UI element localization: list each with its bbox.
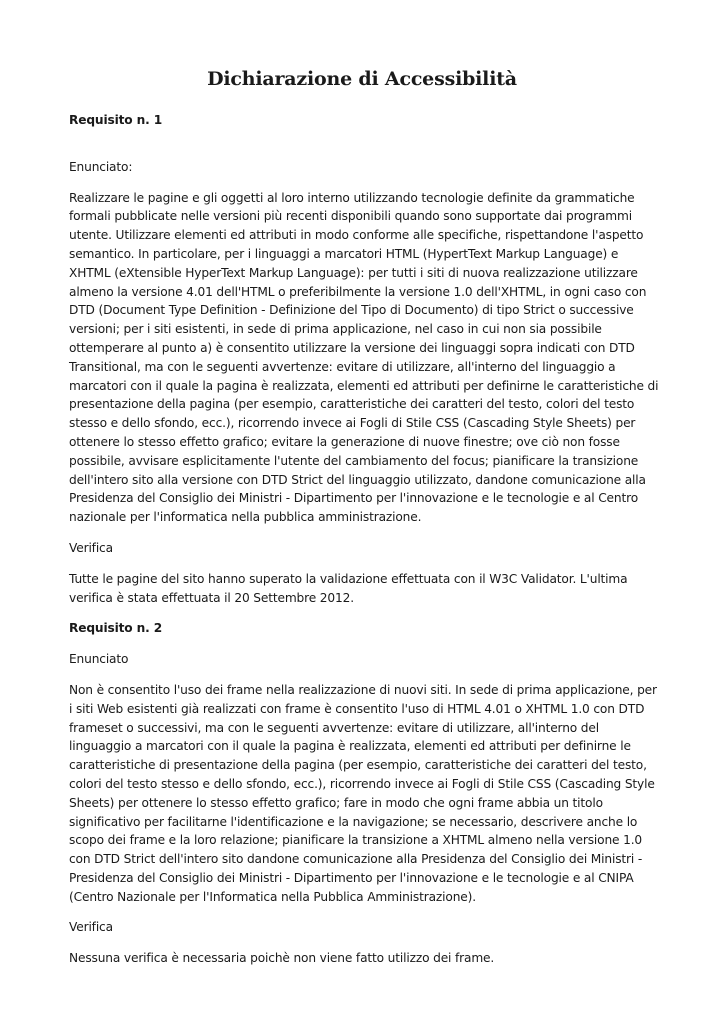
requirement-2 — [69, 619, 661, 968]
statement-text: Realizzare le pagine e gli oggetti al loro interno utilizzando tecnologie definite da grammatiche formali pubblicate nelle versioni più recenti disponibili quando sono supportate dai programmi utente. Utilizzare elementi ed attributi in modo conforme alle specifiche, rispettandone l'aspetto semantico. In particolare, per i linguaggi a marcatori HTML (HypertText Markup Language) e XHTML (eXtensible HyperText Markup Language): per tutti i siti di nuova realizzazione utilizzare almeno la versione 4.01 dell'HTML o preferibilmente la versione 1.0 dell'XHTML, in ogni caso con DTD (Document Type Definition - Definizione del Tipo di Documento) di tipo Strict o successive versioni; per i siti esistenti, in sede di prima applicazione, nel caso in cui non sia possibile ottemperare al punto a) è consentito utilizzare la versione dei linguaggi sopra indicati con DTD Transitional, ma con le seguenti avvertenze: evitare di utilizzare, all'interno del linguaggio a marcatori con il quale la pagina è realizzata, elementi ed attributi per definirne le caratteristiche di presentazione della pagina (per esempio, caratteristiche dei caratteri del testo, colori del testo stesso e dello sfondo, ecc.), ricorrendo invece ai Fogli di Stile CSS (Cascading Style Sheets) per ottenere lo stesso effetto grafico; evitare la generazione di nuove finestre; ove ciò non fosse possibile, avvisare esplicitamente l'utente del cambiamento del focus; pianificare la transizione dell'intero sito alla versione con DTD Strict del linguaggio utilizzato, dandone comunicazione alla Presidenza del Consiglio dei Ministri - Dipartimento per l'innovazione e le tecnologie e al Centro nazionale per l'informatica nella pubblica amministrazione. — [69, 190, 659, 525]
statement-label: Enunciato: — [69, 159, 133, 174]
document-body — [69, 111, 661, 968]
document-title: Dichiarazione di Accessibilità — [207, 68, 517, 90]
requirement-1 — [69, 111, 661, 607]
verification-text: Nessuna verifica è necessaria poichè non viene fatto utilizzo dei frame. — [69, 951, 495, 966]
verification-label: Verifica — [69, 920, 113, 935]
verification-text: Tutte le pagine del sito hanno superato la validazione effettuata con il W3C Validator. L'ultima verifica è stata effettuata il 20 Settembre 2012. — [69, 571, 628, 605]
verification-label: Verifica — [69, 540, 113, 555]
requirement-heading: Requisito n. 2 — [69, 621, 163, 636]
statement-label: Enunciato — [69, 652, 129, 667]
requirement-heading: Requisito n. 1 — [69, 113, 163, 127]
statement-text: Non è consentito l'uso dei frame nella realizzazione di nuovi siti. In sede di prima applicazione, per i siti Web esistenti già realizzati con frame è consentito l'uso di HTML 4.01 o XHTML 1.0 con DTD frameset o successivi, ma con le seguenti avvertenze: evitare di utilizzare, all'interno del linguaggio a marcatori con il quale la pagina è realizzata, elementi ed attributi per definirne le caratteristiche di presentazione della pagina (per esempio, caratteristiche dei caratteri del testo, colori del testo stesso e dello sfondo, ecc.), ricorrendo invece ai Fogli di Stile CSS (Cascading Style Sheets) per ottenere lo stesso effetto grafico; fare in modo che ogni frame abbia un titolo significativo per facilitarne l'identificazione e la navigazione; se necessario, descrivere anche lo scopo dei frame e la loro relazione; pianificare la transizione a XHTML almeno nella versione 1.0 con DTD Strict dell'intero sito dandone comunicazione alla Presidenza del Consiglio dei Ministri - Presidenza del Consiglio dei Ministri - Dipartimento per l'innovazione e le tecnologie e al CNIPA (Centro Nazionale per l'Informatica nella Pubblica Amministrazione). — [69, 682, 657, 904]
